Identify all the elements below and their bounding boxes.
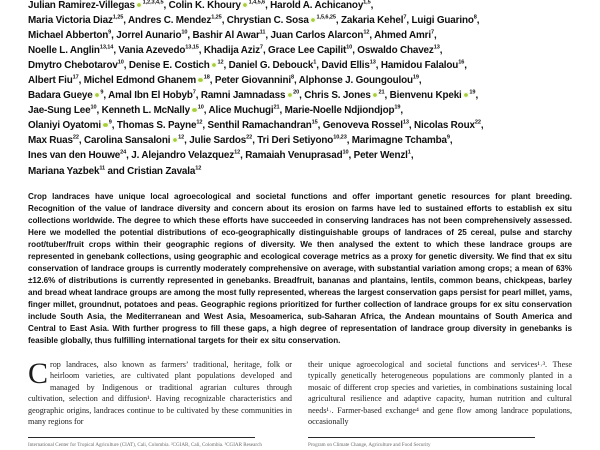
abstract: Crop landraces have unique local agroecological and societal functions and offer important genetic resources for plant breeding. Recognition of the value of landrace diversity and concern about its erosion on farms have led to sustained efforts to establish ex situ collections worldwide. The degree to which these efforts have succeeded in conserving landraces has not been comprehensively assessed. Here we modelled the potential distributions of eco-geographically distinguishable groups of landraces of 25 cereal, pulse and starchy root/tuber/fruit crops within their geographic regions of diversity. We then analysed the extent to which these landrace groups are represented in genebank collections, using geographic and ecological coverage metrics as a proxy for genetic diversity. We find that ex situ conservation of landrace groups is currently moderately comprehensive on average, with substantial variation among crops; a mean of 63% ±12.6% of distributions is currently represented in genebanks. Breadfruit, bananas and plantains, lentils, common beans, chickpeas, barley and bread wheat landrace groups are among the most fully represented, whereas the largest conservation gaps persist for pearl millet, yams, finger millet, groundnut, potatoes and peas. Geographic regions prioritized for further collection of landrace groups for ex situ conservation include South Asia, the Mediterranean and West Asia, Mesoamerica, sub-Saharan Africa, the Andean mountains of South America and Central to East Asia. With further progress to fill these gaps, a high degree of representation of landrace group diversity in genebanks is feasible globally, thus fulfilling international targets for their ex situ conservation.: [28, 191, 572, 345]
affiliation-marker: 10,23: [333, 135, 347, 142]
affiliation-marker: 1: [313, 59, 317, 66]
author-line: Jae-Sung Lee$^{10}$, Kenneth L. McNally $^{10}$, Alice Muchugi$^{21}$, Marie-Noelle Ndjiondjop$^{19}$,: [28, 105, 403, 117]
affiliation-marker: 18: [203, 74, 210, 81]
affiliation-marker: 22: [246, 135, 253, 142]
orcid-icon[interactable]: [242, 2, 248, 8]
author-line: Mariana Yazbek$^{11}$ and Cristian Zavala$^{12}$: [28, 165, 202, 177]
affiliation-marker: 1,5,6,25: [316, 14, 336, 21]
affiliation-marker: 12: [234, 150, 241, 157]
orcid-icon[interactable]: [197, 77, 203, 83]
author-line: Albert Fiu$^{17}$, Michel Edmond Ghanem $^{18}$, Peter Giovannini$^8$, Alphonse J. Goungoulou$^{19}$,: [28, 74, 422, 87]
orcid-icon[interactable]: [463, 92, 469, 98]
affiliation-marker: 12: [195, 165, 202, 172]
affiliation-marker: 24: [120, 150, 127, 157]
intro-paragraph-left-text: rop landraces, also known as farmers’ traditional, heritage, folk or heirloom varieties, are cultivated plant populations developed and managed by Indigenous or traditional agrarian cultures through cultivation, selection and diffusion¹. Having recognizable characteristics and geographic origins, landraces continue to be cultivated by these communities in many regions for: [28, 359, 292, 427]
affiliation-marker: 19: [412, 74, 419, 81]
affiliation-marker: 1,2,3,4,5: [142, 0, 164, 6]
affiliation-marker: 1,25: [112, 14, 124, 21]
orcid-icon[interactable]: [102, 122, 108, 128]
affiliation-marker: 8: [291, 74, 295, 81]
affiliation-marker: 7: [430, 29, 434, 36]
affiliation-marker: 22: [474, 120, 481, 127]
affiliation-marker: 21: [378, 89, 385, 96]
drop-cap: C: [28, 356, 49, 390]
affiliation-marker: 15: [311, 120, 318, 127]
author-line: Max Ruas$^{22}$, Carolina Sansaloni $^{12}$, Julie Sardos$^{22}$, Tri Deri Setiyono$^{10,23}$, Marimagne Tchamba$^9$,: [28, 135, 453, 147]
affiliation-marker: 10: [346, 44, 353, 51]
footnote-divider: [308, 437, 535, 438]
affiliation-marker: 17: [72, 74, 79, 81]
affiliation-marker: 1: [407, 150, 411, 157]
footnote-affiliations-left: International Center for Tropical Agriculture (CIAT), Cali, Colombia. ²CGIAR, Cali, Colombia. ³CGIAR Research: [28, 441, 262, 448]
author-line: Ines van den Houwe$^{24}$, J. Alejandro Velazquez$^{12}$, Ramaiah Venuprasad$^{10}$, Peter Wenzl$^1$,: [28, 150, 414, 162]
footnote-area: [28, 437, 572, 448]
affiliation-marker: 11: [99, 165, 106, 172]
affiliation-marker: 13: [433, 44, 440, 51]
affiliation-marker: 13,15: [185, 44, 199, 51]
orcid-icon[interactable]: [172, 137, 178, 143]
affiliation-marker: 22: [72, 135, 79, 142]
author-line: Dmytro Chebotarov$^{10}$, Denise E. Costich $^{12}$, Daniel G. Debouck$^1$, David Ellis$^{13}$, Hamidou Falalou$^{16}$,: [28, 59, 467, 72]
affiliation-marker: 12: [196, 120, 203, 127]
author-line: Noelle L. Anglin$^{13,14}$, Vania Azevedo$^{13,15}$, Khadija Aziz$^7$, Grace Lee Capilit$^{10}$, Oswaldo Chavez$^{13}$,: [28, 44, 443, 57]
affiliation-marker: 9: [446, 135, 450, 142]
affiliation-marker: 8: [473, 14, 477, 21]
affiliation-marker: 1,4,5,6: [248, 0, 266, 6]
affiliation-marker: 19: [394, 105, 401, 112]
author-list: [28, 0, 572, 179]
affiliation-marker: 19: [469, 89, 476, 96]
affiliation-marker: 10: [181, 29, 188, 36]
orcid-icon[interactable]: [211, 62, 217, 68]
orcid-icon[interactable]: [287, 92, 293, 98]
author-line: Maria Victoria Diaz$^{1,25}$, Andres C. Mendez$^{1,25}$, Chrystian C. Sosa $^{1,5,6,25}$, Zakaria Kehel$^7$, Luigi Guarino$^8$,: [28, 14, 480, 27]
orcid-icon[interactable]: [94, 92, 100, 98]
footnote-column-right: [308, 437, 572, 448]
affiliation-marker: 12: [217, 59, 224, 66]
body-column-left: [28, 356, 292, 428]
affiliation-marker: 10: [90, 105, 97, 112]
affiliation-marker: 13: [369, 59, 376, 66]
affiliation-marker: 7: [192, 89, 196, 96]
footnote-divider: [28, 437, 255, 438]
affiliation-marker: 11: [259, 29, 266, 36]
affiliation-marker: 12: [363, 29, 370, 36]
affiliation-marker: 20: [293, 89, 300, 96]
affiliation-marker: 21: [273, 105, 280, 112]
orcid-icon[interactable]: [372, 92, 378, 98]
affiliation-marker: 9: [108, 29, 112, 36]
orcid-icon[interactable]: [310, 17, 316, 23]
affiliation-marker: 10: [342, 150, 349, 157]
author-line: Olaniyi Oyatomi $^9$, Thomas S. Payne$^{12}$, Senthil Ramachandran$^{15}$, Genoveva Rossel$^{13}$, Nicolas Roux$^{22}$,: [28, 120, 484, 132]
orcid-icon[interactable]: [191, 107, 197, 113]
orcid-icon[interactable]: [136, 2, 142, 8]
body-columns: [28, 356, 572, 428]
author-line: Michael Abberton$^9$, Jorrel Aunario$^{10}$, Bashir Al Awar$^{11}$, Juan Carlos Alarcon$^{12}$, Ahmed Amri$^7$,: [28, 29, 437, 42]
affiliation-marker: 7: [259, 44, 263, 51]
footnote-column-left: [28, 437, 292, 448]
affiliation-marker: 1,5: [363, 0, 371, 6]
affiliation-marker: 1,25: [211, 14, 222, 21]
body-column-right: [308, 359, 572, 428]
affiliation-marker: 9: [108, 120, 112, 127]
intro-paragraph-left: [28, 356, 292, 428]
affiliation-marker: 12: [178, 135, 185, 142]
affiliation-marker: 10: [117, 59, 124, 66]
author-line: Julian Ramirez-Villegas $^{1,2,3,4,5}$, Colin K. Khoury $^{1,4,5,6}$, Harold A. Achicanoy$^{1,5}$,: [28, 0, 374, 11]
affiliation-marker: 13,14: [99, 44, 114, 51]
intro-paragraph-right: their unique agroecological and societal functions and services¹˒³. These typically genetically heterogeneous populations are commonly planted in a mosaic of different crop species and varieties, in combinations sustaining local agricultural resilience and adaptive capacity, human nutrition and cultural needs¹˒. Farmer-based exchange⁴ and gene flow among landrace populations, occasionally: [308, 359, 572, 427]
affiliation-marker: 10: [197, 105, 204, 112]
footnote-affiliations-right: Program on Climate Change, Agriculture and Food Security: [308, 441, 431, 448]
author-line: Badara Gueye $^9$, Amal Ibn El Hobyb$^7$, Ramni Jamnadass $^{20}$, Chris S. Jones $^{21}$, Bienvenu Kpeki $^{19}$,: [28, 89, 479, 102]
affiliation-marker: 16: [458, 59, 465, 66]
affiliation-marker: 9: [100, 89, 104, 96]
affiliation-marker: 7: [403, 14, 407, 21]
affiliation-marker: 13: [402, 120, 409, 127]
